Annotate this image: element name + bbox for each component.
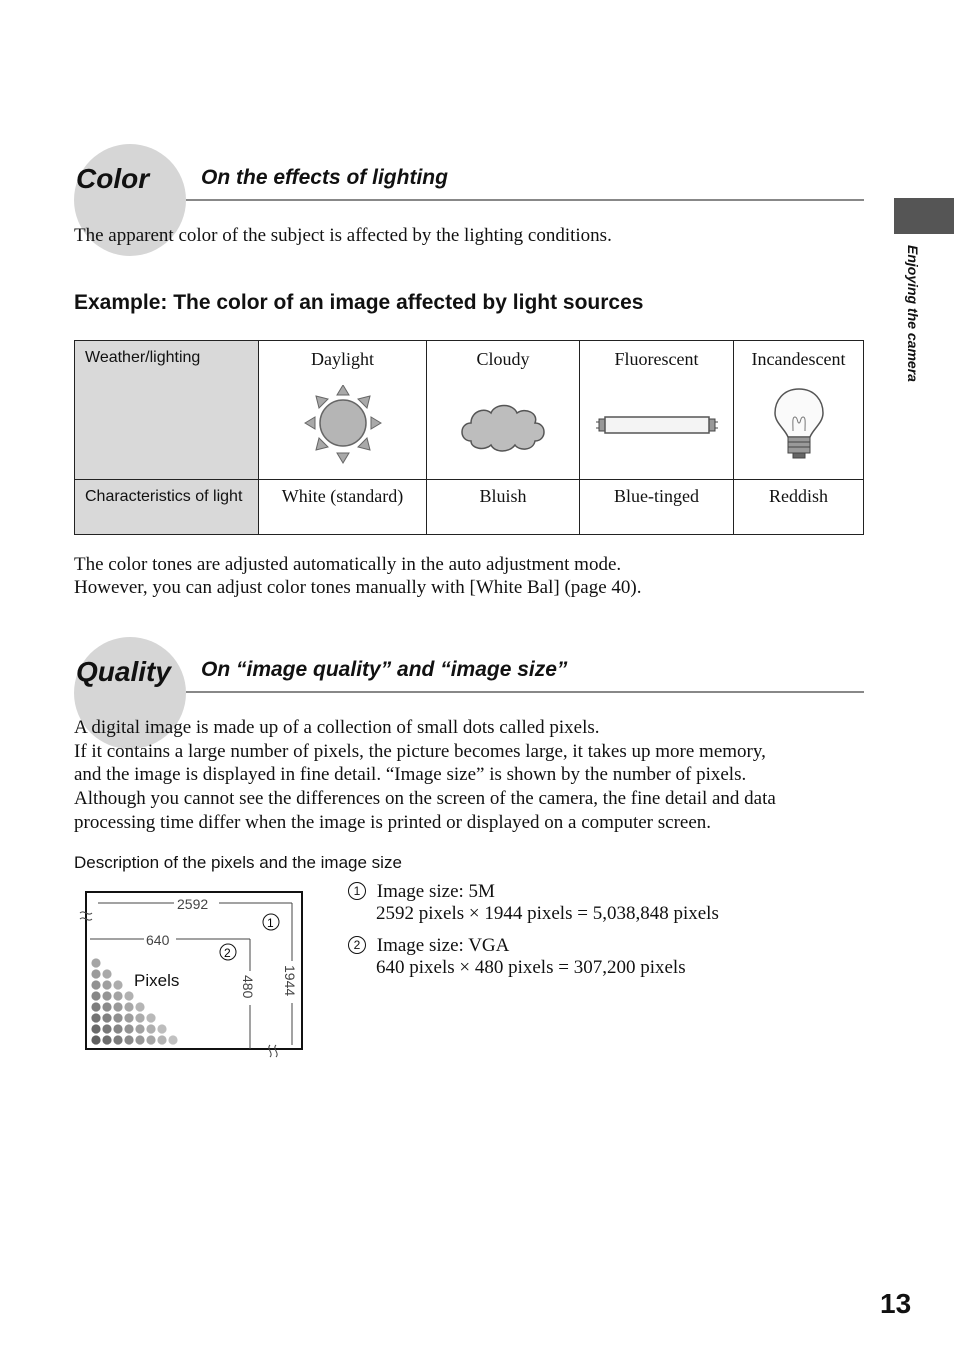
pixel-dot: [102, 991, 111, 1000]
dimension-label: 640: [146, 932, 170, 948]
light-bulb-icon: [773, 387, 825, 459]
pixel-dot: [102, 980, 111, 989]
pixel-dot: [113, 1024, 122, 1033]
pixel-dot: [135, 1024, 144, 1033]
quality-paragraph-line: If it contains a large number of pixels, the picture becomes large, it takes up more memory,: [74, 741, 766, 762]
section-subtitle-color: On the effects of lighting: [201, 166, 448, 189]
column-label: Incandescent: [751, 349, 846, 369]
sun-icon: [303, 385, 383, 465]
example-heading: Example: The color of an image affected by light sources: [74, 291, 644, 314]
pixel-dot: [124, 1013, 133, 1022]
marker-2: 2: [224, 946, 231, 960]
pixel-dot: [168, 1035, 177, 1044]
marker-2: 2: [348, 936, 366, 954]
pixel-dot: [102, 969, 111, 978]
pixel-dot: [91, 1024, 100, 1033]
quality-paragraph-line: A digital image is made up of a collection of small dots called pixels.: [74, 717, 600, 738]
pixel-dot: [146, 1035, 155, 1044]
section-rule: [186, 199, 864, 201]
pixel-size-diagram: [74, 885, 310, 1060]
row-header-weather: Weather/lighting: [75, 341, 259, 480]
color-note-line2: However, you can adjust color tones manually with [White Bal] (page 40).: [74, 577, 642, 598]
chapter-tab: [894, 198, 954, 234]
item-title: Image size: VGA: [376, 935, 510, 956]
quality-paragraph-line: and the image is displayed in fine detail. “Image size” is shown by the number of pixels.: [74, 764, 747, 785]
color-intro: The apparent color of the subject is affected by the lighting conditions.: [74, 225, 612, 246]
pixel-dot: [135, 1013, 144, 1022]
diagram-caption: Description of the pixels and the image size: [74, 853, 402, 872]
pixel-dot: [91, 991, 100, 1000]
pixel-dot: [91, 1002, 100, 1011]
dimension-label: 480: [240, 975, 256, 999]
dimension-label: 2592: [177, 896, 209, 912]
pixel-dot: [146, 1013, 155, 1022]
pixel-dot: [157, 1024, 166, 1033]
item-detail: 640 pixels × 480 pixels = 307,200 pixels: [376, 957, 686, 978]
pixel-dot: [157, 1035, 166, 1044]
table-row: [75, 341, 864, 480]
pixel-dot: [135, 1035, 144, 1044]
cloud-icon: [457, 397, 549, 457]
chapter-tab-label: Enjoying the camera: [905, 245, 921, 382]
pixel-dot: [135, 1002, 144, 1011]
row-header-characteristics: Characteristics of light: [75, 480, 259, 535]
pixel-dot: [146, 1024, 155, 1033]
marker-1: 1: [267, 916, 274, 930]
table-row: [75, 480, 864, 535]
pixel-dot: [91, 1035, 100, 1044]
pixel-dot: [91, 1013, 100, 1022]
table-cell: White (standard): [259, 480, 427, 535]
table-cell: Bluish: [427, 480, 580, 535]
pixel-dot: [124, 1035, 133, 1044]
item-detail: 2592 pixels × 1944 pixels = 5,038,848 pixels: [376, 903, 719, 924]
table-cell: [580, 341, 734, 480]
table-cell: Reddish: [734, 480, 864, 535]
quality-paragraph-line: Although you cannot see the differences on the screen of the camera, the fine detail and data: [74, 788, 776, 809]
pixel-dot: [91, 980, 100, 989]
pixel-dot: [124, 991, 133, 1000]
pixel-dot: [113, 1002, 122, 1011]
section-rule: [186, 691, 864, 693]
pixel-dot: [102, 1035, 111, 1044]
section-label-quality: Quality: [76, 656, 171, 687]
lighting-table: [74, 340, 864, 535]
pixels-label: Pixels: [134, 971, 180, 990]
table-cell: [734, 341, 864, 480]
column-label: Fluorescent: [614, 349, 699, 369]
pixel-dot: [102, 1013, 111, 1022]
section-label-color: Color: [76, 163, 150, 194]
column-label: Daylight: [311, 349, 374, 369]
pixel-dot: [113, 980, 122, 989]
color-note-line1: The color tones are adjusted automatically in the auto adjustment mode.: [74, 554, 622, 575]
image-size-item-1: [348, 880, 495, 904]
item-title: Image size: 5M: [376, 881, 495, 902]
pixel-dot: [113, 991, 122, 1000]
pixel-dot: [91, 969, 100, 978]
table-cell: [259, 341, 427, 480]
table-cell: [427, 341, 580, 480]
pixel-dot: [91, 958, 100, 967]
column-label: Cloudy: [476, 349, 530, 369]
pixel-dot: [113, 1013, 122, 1022]
marker-1: 1: [348, 882, 366, 900]
quality-paragraph-line: processing time differ when the image is printed or displayed on a computer screen.: [74, 812, 712, 833]
pixel-dot: [102, 1002, 111, 1011]
dimension-label: 1944: [282, 965, 298, 997]
pixel-dot: [113, 1035, 122, 1044]
pixel-dot: [124, 1024, 133, 1033]
table-cell: Blue-tinged: [580, 480, 734, 535]
pixel-dot: [124, 1002, 133, 1011]
pixel-dot: [102, 1024, 111, 1033]
image-size-item-2: [348, 934, 509, 958]
section-subtitle-quality: On “image quality” and “image size”: [201, 658, 568, 681]
fluorescent-tube-icon: [595, 405, 719, 445]
page-number: 13: [880, 1288, 912, 1319]
